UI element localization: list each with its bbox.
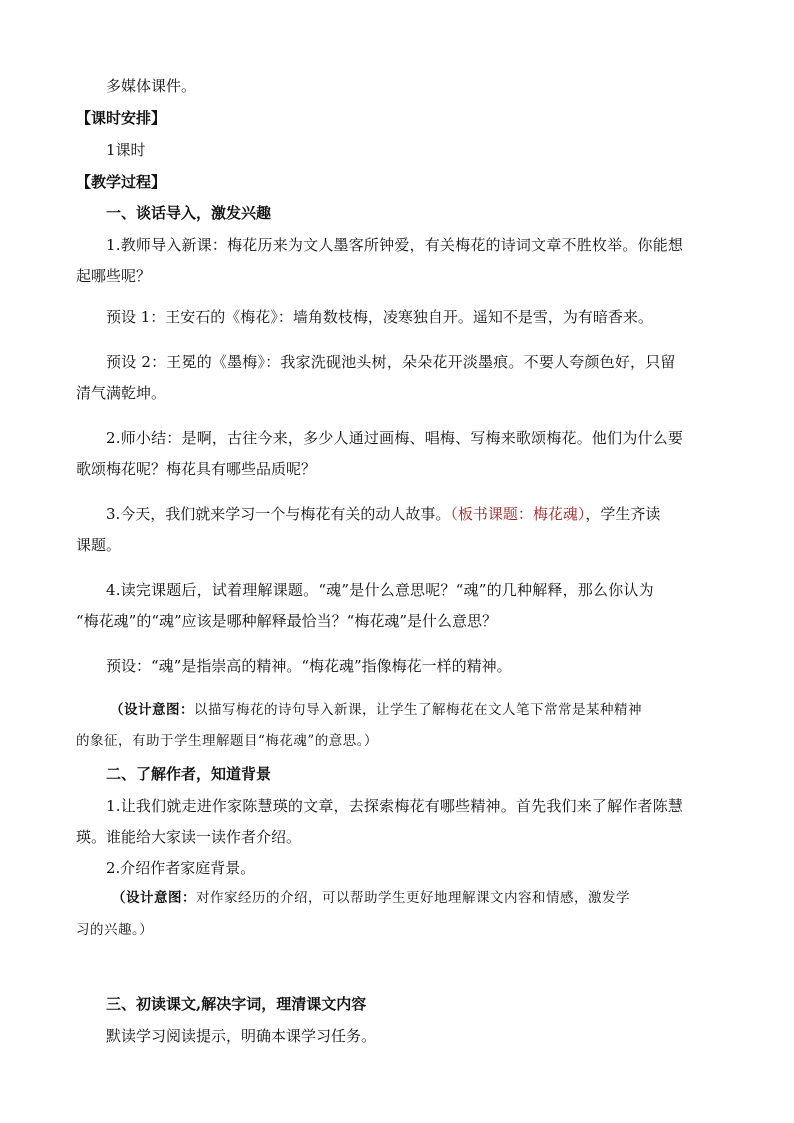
section-two-p1-line2: 瑛。谁能给大家读一读作者介绍。 — [76, 828, 302, 846]
section-two-title: 二、了解作者，知道背景 — [106, 765, 272, 783]
process-heading: 【教学过程】 — [76, 173, 167, 191]
section-one-p1-line1: 1.教师导入新课：梅花历来为文人墨客所钟爱，有关梅花的诗词文章不胜枚举。你能想 — [106, 236, 684, 254]
section-two-note-line2: 习的兴趣。） — [76, 922, 154, 938]
materials-line: 多媒体课件。 — [106, 77, 197, 95]
section-one-p3-line2: 课题。 — [76, 536, 122, 554]
section-one-p2-line1: 2.师小结：是啊，古往今来，多少人通过画梅、唱梅、写梅来歌颂梅花。他们为什么要 — [106, 429, 684, 447]
section-one-p4-line2: “梅花魂”的“魂”应该是哪种解释最恰当？“梅花魂”是什么意思？ — [76, 612, 498, 630]
section-two-p1-line1: 1.让我们就走进作家陈慧瑛的文章，去探索梅花有哪些精神。首先我们来了解作者陈慧 — [106, 797, 684, 815]
design-intent-label: 设计意图： — [126, 890, 196, 906]
section-two-note-text: 对作家经历的介绍，可以帮助学生更好地理解课文内容和情感，激发学 — [196, 890, 630, 906]
note-open-paren: （ — [112, 890, 126, 906]
section-three-p1: 默读学习阅读提示，明确本课学习任务。 — [106, 1027, 377, 1045]
section-one-p3-text-a: 3.今天，我们就来学习一个与梅花有关的动人故事。 — [106, 505, 451, 523]
schedule-heading: 【课时安排】 — [76, 109, 167, 127]
section-one-preset2-line2: 清气满乾坤。 — [76, 384, 167, 402]
section-three-title: 三、初读课文,解决字词，理清课文内容 — [106, 995, 367, 1013]
section-one-title: 一、谈话导入，激发兴趣 — [106, 204, 272, 222]
board-title-annotation: （板书课题：梅花魂） — [450, 505, 586, 523]
section-one-p1-line2: 起哪些呢？ — [76, 267, 152, 285]
section-one-preset1: 预设 1：王安石的《梅花》：墙角数枝梅，凌寒独自开。遥知不是雪，为有暗香来。 — [106, 308, 653, 326]
section-two-note-line1 — [112, 888, 630, 908]
section-one-preset3: 预设：“魂”是指崇高的精神。“梅花魂”指像梅花一样的精神。 — [106, 657, 512, 675]
schedule-value: 1课时 — [106, 141, 146, 159]
section-one-p4-line1: 4.读完课题后，试着理解课题。“魂”是什么意思呢？“魂”的几种解释，那么你认为 — [106, 581, 654, 599]
section-one-p3-text-b: ，学生齐读 — [585, 505, 661, 523]
section-one-p3-line1 — [106, 504, 660, 524]
section-one-p2-line2: 歌颂梅花呢？梅花具有哪些品质呢？ — [76, 460, 317, 478]
section-one-note-line1 — [110, 700, 642, 720]
section-two-p2: 2.介绍作者家庭背景。 — [106, 859, 256, 877]
note-open-paren: （ — [110, 702, 124, 718]
design-intent-label: 设计意图： — [124, 702, 194, 718]
section-one-preset2-line1: 预设 2：王冕的《墨梅》：我家洗砚池头树，朵朵花开淡墨痕。不要人夸颜色好，只留 — [106, 353, 676, 371]
section-one-note-line2: 的象征，有助于学生理解题目“梅花魂”的意思。） — [76, 733, 379, 749]
section-one-note-text: 以描写梅花的诗句导入新课，让学生了解梅花在文人笔下常常是某种精神 — [194, 702, 642, 718]
